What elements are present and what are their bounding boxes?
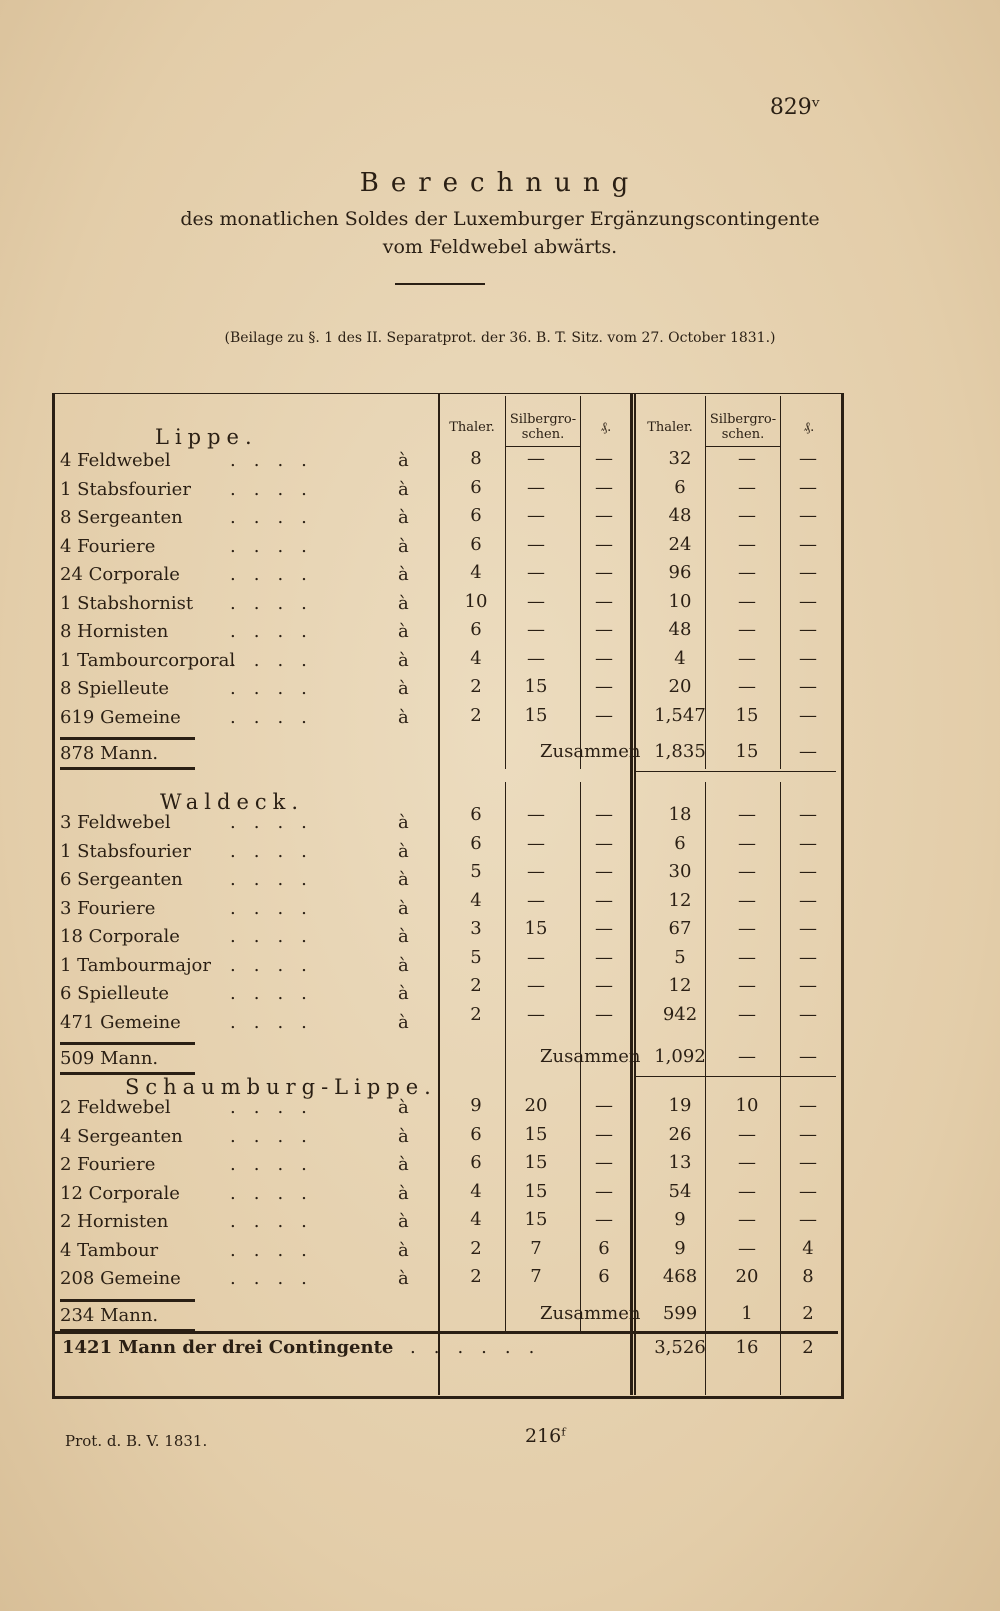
grand-total-thaler: 3,526 xyxy=(654,1337,706,1358)
section-2-divider-s xyxy=(580,1067,581,1331)
section-0-rate-thaler: 2 xyxy=(470,704,482,726)
section-0-row-a: à xyxy=(398,706,409,728)
section-1-rate-pfennig: — xyxy=(595,804,613,825)
section-1-rate-thaler: 6 xyxy=(470,804,482,825)
section-1-rate-thaler: 3 xyxy=(470,918,482,939)
section-1-sum-thaler: 12 xyxy=(668,889,692,911)
section-0-sum-groschen: — xyxy=(738,590,756,612)
section-0-rate-groschen: 15 xyxy=(524,704,548,726)
section-1-rate-pfennig: — xyxy=(595,889,613,911)
section-0-sum-groschen: — xyxy=(738,476,756,498)
section-1-row-label: 471 Gemeine xyxy=(60,1011,181,1033)
section-1-total-rule xyxy=(636,1076,836,1077)
section-1-divider-tt xyxy=(705,782,706,1074)
section-0-row-dots: .... xyxy=(230,649,325,671)
section-2-rate-pfennig: — xyxy=(595,1095,613,1116)
section-0-men-rule-top xyxy=(60,737,195,740)
section-2-rate-thaler: 2 xyxy=(470,1266,482,1287)
section-2-row-a: à xyxy=(398,1268,409,1289)
section-2-sum-pfennig: — xyxy=(799,1180,817,1202)
section-0-sum-thaler: 32 xyxy=(668,448,692,469)
section-2-row-a: à xyxy=(398,1211,409,1232)
section-0-men-rule-bottom xyxy=(60,767,195,770)
document-subtitle-line2: vom Feldwebel abwärts. xyxy=(382,236,618,258)
section-0-rate-pfennig: — xyxy=(595,476,613,498)
section-1-sum-groschen: — xyxy=(738,1003,756,1025)
header-pfennig-total: ₰. xyxy=(803,420,815,435)
section-2-sum-thaler: 9 xyxy=(674,1209,686,1230)
section-1-men-count: 509 Mann. xyxy=(60,1048,159,1069)
section-0-sum-pfennig: — xyxy=(799,505,817,526)
section-2-row-label: 208 Gemeine xyxy=(60,1268,181,1289)
section-1-rate-pfennig: — xyxy=(595,975,613,996)
section-0-total-label: Zusammen xyxy=(540,741,641,762)
section-1-sum-pfennig: — xyxy=(799,832,817,854)
section-1-sum-groschen: — xyxy=(738,832,756,854)
section-2-sum-pfennig: — xyxy=(799,1095,817,1116)
section-1-sum-pfennig: — xyxy=(799,975,817,996)
section-1-rate-groschen: — xyxy=(527,832,545,854)
section-0-sum-groschen: — xyxy=(738,647,756,669)
section-1-rate-thaler: 5 xyxy=(470,946,482,968)
header-thaler-total: Thaler. xyxy=(647,420,693,435)
source-note: (Beilage zu §. 1 des II. Separatprot. der 36. B. T. Sitz. vom 27. October 1831.) xyxy=(224,330,776,346)
section-0-divider-s xyxy=(580,417,581,769)
section-1-row-label: 18 Corporale xyxy=(60,926,180,947)
section-2-rate-groschen: 20 xyxy=(524,1095,548,1116)
section-1-men-rule-top xyxy=(60,1042,195,1045)
section-0-rate-thaler: 6 xyxy=(470,476,482,498)
section-2-row-label: 4 Tambour xyxy=(60,1239,159,1261)
section-0-row-dots: .... xyxy=(230,592,325,614)
section-0-rate-groschen: — xyxy=(527,505,545,526)
section-2-row-label: 2 Fouriere xyxy=(60,1154,156,1175)
section-0-row-label: 4 Fouriere xyxy=(60,535,156,557)
section-2-row-a: à xyxy=(398,1239,409,1261)
section-2-rate-pfennig: 6 xyxy=(598,1266,610,1287)
section-1-row-a: à xyxy=(398,954,409,976)
section-1-sum-thaler: 6 xyxy=(674,832,686,854)
section-2-sum-thaler: 13 xyxy=(668,1152,692,1173)
section-2-rate-groschen: 15 xyxy=(524,1152,548,1173)
header-thaler: Thaler. xyxy=(449,420,495,435)
section-2-sum-pfennig: — xyxy=(799,1123,817,1145)
section-0-sum-groschen: — xyxy=(738,533,756,555)
section-0-sum-pfennig: — xyxy=(799,476,817,498)
section-1-rate-pfennig: — xyxy=(595,832,613,854)
section-1-row-a: à xyxy=(398,869,409,890)
section-0-row-label: 1 Tambourcorporal xyxy=(60,649,236,671)
section-0-rate-pfennig: — xyxy=(595,505,613,526)
section-1-rate-thaler: 5 xyxy=(470,861,482,882)
section-1-sum-pfennig: — xyxy=(799,861,817,882)
section-2-total-thaler: 599 xyxy=(662,1302,698,1324)
section-0-row-dots: .... xyxy=(230,478,325,500)
section-1-row-dots: .... xyxy=(230,869,325,890)
section-0-sum-thaler: 20 xyxy=(668,676,692,697)
section-2-rate-pfennig: — xyxy=(595,1152,613,1173)
section-0-sum-thaler: 48 xyxy=(668,505,692,526)
section-1-rate-pfennig: — xyxy=(595,918,613,939)
section-1-total-thaler: 1,092 xyxy=(654,1046,706,1067)
section-2-rate-pfennig: — xyxy=(595,1209,613,1230)
section-1-row-dots: .... xyxy=(230,897,325,919)
section-1-row-label: 3 Feldwebel xyxy=(60,812,171,833)
section-1-row-a: à xyxy=(398,983,409,1004)
section-1-rate-pfennig: — xyxy=(595,861,613,882)
section-0-total-thaler: 1,835 xyxy=(654,741,706,762)
footer-signature: 216ᶠ xyxy=(525,1425,566,1447)
section-2-rate-thaler: 4 xyxy=(470,1180,482,1202)
section-0-rate-groschen: 15 xyxy=(524,676,548,697)
section-1-rate-groschen: — xyxy=(527,975,545,996)
section-2-divider-t xyxy=(505,1067,506,1331)
section-1-row-dots: .... xyxy=(230,954,325,976)
section-1-divider-t xyxy=(505,782,506,1074)
section-1-row-dots: .... xyxy=(230,983,325,1004)
section-1-sum-thaler: 30 xyxy=(668,861,692,882)
section-1-sum-thaler: 12 xyxy=(668,975,692,996)
section-2-total-groschen: 1 xyxy=(741,1302,753,1324)
section-2-rate-thaler: 6 xyxy=(470,1152,482,1173)
section-0-row-a: à xyxy=(398,564,409,585)
section-1-rate-thaler: 2 xyxy=(470,975,482,996)
section-1-row-a: à xyxy=(398,1011,409,1033)
section-0-row-a: à xyxy=(398,592,409,614)
section-2-men-count: 234 Mann. xyxy=(60,1304,159,1326)
section-0-rate-thaler: 2 xyxy=(470,676,482,697)
section-0-divider-ts xyxy=(780,417,781,769)
header-silbergroschen: Silbergro-schen. xyxy=(509,412,577,442)
document-title: Berechnung xyxy=(359,168,641,198)
section-1-total-groschen: — xyxy=(738,1046,756,1067)
section-1-sum-groschen: — xyxy=(738,889,756,911)
section-2-sum-groschen: — xyxy=(738,1237,756,1259)
section-2-sum-pfennig: — xyxy=(799,1152,817,1173)
section-2-rate-groschen: 15 xyxy=(524,1180,548,1202)
section-1-row-dots: .... xyxy=(230,840,325,862)
section-1-sum-groschen: — xyxy=(738,804,756,825)
section-0-row-label: 619 Gemeine xyxy=(60,706,181,728)
section-0-rate-pfennig: — xyxy=(595,676,613,697)
section-0-row-a: à xyxy=(398,478,409,500)
section-0-rate-pfennig: — xyxy=(595,619,613,640)
section-0-sum-pfennig: — xyxy=(799,533,817,555)
section-1-sum-pfennig: — xyxy=(799,1003,817,1025)
section-1-rate-thaler: 2 xyxy=(470,1003,482,1025)
section-2-divider-ts xyxy=(780,1067,781,1331)
section-0-row-a: à xyxy=(398,507,409,528)
section-0-sum-thaler: 6 xyxy=(674,476,686,498)
section-0-row-label: 4 Feldwebel xyxy=(60,450,171,471)
section-1-sum-thaler: 18 xyxy=(668,804,692,825)
section-1-rate-thaler: 6 xyxy=(470,832,482,854)
section-0-row-dots: .... xyxy=(230,678,325,699)
section-0-row-dots: .... xyxy=(230,450,325,471)
section-1-row-label: 1 Stabsfourier xyxy=(60,840,191,862)
section-1-sum-thaler: 67 xyxy=(668,918,692,939)
section-0-rate-pfennig: — xyxy=(595,590,613,612)
grand-total-groschen: 16 xyxy=(735,1337,759,1358)
section-0-rate-pfennig: — xyxy=(595,704,613,726)
grand-total-label: 1421 Mann der drei Contingente xyxy=(62,1337,394,1358)
section-2-sum-groschen: — xyxy=(738,1123,756,1145)
section-0-row-dots: .... xyxy=(230,621,325,642)
section-0-name: Lippe. xyxy=(155,425,258,449)
section-0-row-label: 8 Sergeanten xyxy=(60,507,183,528)
section-0-rate-thaler: 10 xyxy=(464,590,488,612)
section-0-row-label: 1 Stabsfourier xyxy=(60,478,191,500)
section-0-sum-pfennig: — xyxy=(799,676,817,697)
title-rule xyxy=(395,283,485,285)
section-0-sum-thaler: 1,547 xyxy=(654,704,706,726)
section-1-sum-groschen: — xyxy=(738,946,756,968)
section-2-sum-thaler: 54 xyxy=(668,1180,692,1202)
header-pfennig: ₰. xyxy=(600,420,612,435)
section-2-name: Schaumburg-Lippe. xyxy=(125,1075,437,1099)
section-2-row-a: à xyxy=(398,1125,409,1147)
section-2-total-pfennig: 2 xyxy=(802,1302,814,1324)
page-number: 829ᵛ xyxy=(769,95,820,120)
section-0-rate-groschen: — xyxy=(527,476,545,498)
section-2-rate-groschen: 7 xyxy=(530,1237,542,1259)
grand-total-pfennig: 2 xyxy=(802,1337,814,1358)
section-0-rate-thaler: 4 xyxy=(470,562,482,583)
section-1-rate-pfennig: — xyxy=(595,1003,613,1025)
section-1-row-dots: .... xyxy=(230,1011,325,1033)
section-1-sum-pfennig: — xyxy=(799,804,817,825)
section-2-row-dots: .... xyxy=(230,1154,325,1175)
section-1-sum-pfennig: — xyxy=(799,918,817,939)
section-2-rate-thaler: 4 xyxy=(470,1209,482,1230)
section-0-sum-pfennig: — xyxy=(799,562,817,583)
section-1-row-dots: .... xyxy=(230,812,325,833)
grand-total-dots: ...... xyxy=(410,1337,553,1358)
section-1-rate-groschen: 15 xyxy=(524,918,548,939)
section-1-row-label: 6 Sergeanten xyxy=(60,869,183,890)
section-1-rate-groschen: — xyxy=(527,804,545,825)
section-0-rate-pfennig: — xyxy=(595,533,613,555)
section-2-row-a: à xyxy=(398,1182,409,1204)
section-0-rate-thaler: 8 xyxy=(470,448,482,469)
section-1-sum-thaler: 5 xyxy=(674,946,686,968)
section-0-sum-pfennig: — xyxy=(799,704,817,726)
section-2-rate-pfennig: — xyxy=(595,1180,613,1202)
section-2-sum-groschen: 10 xyxy=(735,1095,759,1116)
section-0-rate-groschen: — xyxy=(527,448,545,469)
section-1-row-dots: .... xyxy=(230,926,325,947)
section-0-sum-groschen: — xyxy=(738,619,756,640)
section-0-sum-groschen: 15 xyxy=(735,704,759,726)
section-1-row-label: 3 Fouriere xyxy=(60,897,156,919)
section-2-row-dots: .... xyxy=(230,1125,325,1147)
section-0-row-label: 8 Spielleute xyxy=(60,678,170,699)
section-2-sum-groschen: — xyxy=(738,1152,756,1173)
section-1-sum-groschen: — xyxy=(738,975,756,996)
section-2-rate-thaler: 9 xyxy=(470,1095,482,1116)
section-2-sum-thaler: 26 xyxy=(668,1123,692,1145)
section-0-rate-thaler: 6 xyxy=(470,533,482,555)
section-0-rate-pfennig: — xyxy=(595,562,613,583)
section-2-row-dots: .... xyxy=(230,1239,325,1261)
section-2-total-label: Zusammen xyxy=(540,1302,641,1324)
section-2-rate-thaler: 6 xyxy=(470,1123,482,1145)
section-2-men-rule-top xyxy=(60,1299,195,1302)
section-0-sum-groschen: — xyxy=(738,505,756,526)
section-0-row-dots: .... xyxy=(230,535,325,557)
section-1-total-pfennig: — xyxy=(799,1046,817,1067)
section-0-row-dots: .... xyxy=(230,706,325,728)
section-1-row-label: 6 Spielleute xyxy=(60,983,170,1004)
section-0-total-groschen: 15 xyxy=(735,741,759,762)
section-0-sum-thaler: 4 xyxy=(674,647,686,669)
section-2-row-dots: .... xyxy=(230,1211,325,1232)
section-1-divider-ts xyxy=(780,782,781,1074)
section-0-total-rule xyxy=(636,771,836,772)
section-1-row-a: à xyxy=(398,840,409,862)
grand-total-rule-top xyxy=(52,1331,838,1334)
section-1-sum-pfennig: — xyxy=(799,889,817,911)
column-divider-labels xyxy=(438,393,440,1395)
section-2-divider-tt xyxy=(705,1067,706,1331)
section-2-row-dots: .... xyxy=(230,1182,325,1204)
section-0-rate-groschen: — xyxy=(527,647,545,669)
section-0-rate-thaler: 6 xyxy=(470,505,482,526)
header-silbergroschen-total: Silbergro-schen. xyxy=(709,412,777,442)
section-2-rate-groschen: 15 xyxy=(524,1209,548,1230)
section-2-sum-pfennig: 8 xyxy=(802,1266,814,1287)
header-underline-1 xyxy=(505,446,580,447)
section-1-row-a: à xyxy=(398,897,409,919)
section-0-row-a: à xyxy=(398,450,409,471)
section-1-divider-s xyxy=(580,782,581,1074)
section-0-row-a: à xyxy=(398,621,409,642)
section-2-row-a: à xyxy=(398,1154,409,1175)
section-1-rate-groschen: — xyxy=(527,889,545,911)
section-1-sum-groschen: — xyxy=(738,861,756,882)
section-2-rate-groschen: 15 xyxy=(524,1123,548,1145)
section-0-rate-groschen: — xyxy=(527,619,545,640)
grand-total-divider-2 xyxy=(780,1331,781,1395)
section-1-name: Waldeck. xyxy=(160,790,305,814)
section-2-row-label: 4 Sergeanten xyxy=(60,1125,183,1147)
section-2-row-a: à xyxy=(398,1097,409,1118)
section-1-sum-thaler: 942 xyxy=(662,1003,698,1025)
grand-total-divider-1 xyxy=(705,1331,706,1395)
section-1-rate-thaler: 4 xyxy=(470,889,482,911)
section-0-sum-groschen: — xyxy=(738,676,756,697)
section-2-sum-thaler: 9 xyxy=(674,1237,686,1259)
section-1-total-label: Zusammen xyxy=(540,1046,641,1067)
section-0-sum-thaler: 48 xyxy=(668,619,692,640)
section-1-rate-groschen: — xyxy=(527,946,545,968)
section-1-sum-pfennig: — xyxy=(799,946,817,968)
section-1-rate-groschen: — xyxy=(527,861,545,882)
section-2-sum-pfennig: — xyxy=(799,1209,817,1230)
section-2-row-dots: .... xyxy=(230,1268,325,1289)
section-0-rate-pfennig: — xyxy=(595,647,613,669)
section-0-sum-thaler: 96 xyxy=(668,562,692,583)
section-0-men-count: 878 Mann. xyxy=(60,743,159,764)
section-0-rate-groschen: — xyxy=(527,590,545,612)
section-2-row-dots: .... xyxy=(230,1097,325,1118)
section-1-row-a: à xyxy=(398,926,409,947)
section-0-sum-pfennig: — xyxy=(799,448,817,469)
section-0-row-label: 8 Hornisten xyxy=(60,621,169,642)
footer-reference: Prot. d. B. V. 1831. xyxy=(65,1432,208,1450)
section-0-row-label: 1 Stabshornist xyxy=(60,592,194,614)
section-0-divider-t xyxy=(505,417,506,769)
section-0-rate-thaler: 6 xyxy=(470,619,482,640)
section-2-sum-groschen: — xyxy=(738,1209,756,1230)
section-0-row-a: à xyxy=(398,649,409,671)
section-1-row-label: 1 Tambourmajor xyxy=(60,954,211,976)
section-2-sum-pfennig: 4 xyxy=(802,1237,814,1259)
section-0-sum-thaler: 24 xyxy=(668,533,692,555)
section-2-row-label: 12 Corporale xyxy=(60,1182,180,1204)
section-0-sum-groschen: — xyxy=(738,448,756,469)
section-0-sum-pfennig: — xyxy=(799,647,817,669)
section-2-row-label: 2 Feldwebel xyxy=(60,1097,171,1118)
section-2-rate-pfennig: 6 xyxy=(598,1237,610,1259)
section-0-row-label: 24 Corporale xyxy=(60,564,180,585)
section-2-rate-pfennig: — xyxy=(595,1123,613,1145)
section-0-sum-pfennig: — xyxy=(799,619,817,640)
section-2-rate-thaler: 2 xyxy=(470,1237,482,1259)
header-underline-2 xyxy=(705,446,780,447)
section-1-row-a: à xyxy=(398,812,409,833)
section-2-sum-thaler: 468 xyxy=(662,1266,698,1287)
section-2-sum-thaler: 19 xyxy=(668,1095,692,1116)
section-0-rate-pfennig: — xyxy=(595,448,613,469)
section-0-rate-groschen: — xyxy=(527,562,545,583)
section-1-rate-groschen: — xyxy=(527,1003,545,1025)
section-0-total-pfennig: — xyxy=(799,741,817,762)
section-2-sum-groschen: 20 xyxy=(735,1266,759,1287)
section-2-rate-groschen: 7 xyxy=(530,1266,542,1287)
section-0-rate-groschen: — xyxy=(527,533,545,555)
section-0-divider-tt xyxy=(705,417,706,769)
section-0-row-a: à xyxy=(398,535,409,557)
section-2-row-label: 2 Hornisten xyxy=(60,1211,169,1232)
section-0-row-dots: .... xyxy=(230,564,325,585)
section-2-sum-groschen: — xyxy=(738,1180,756,1202)
section-0-row-a: à xyxy=(398,678,409,699)
section-0-row-dots: .... xyxy=(230,507,325,528)
document-subtitle-line1: des monatlichen Soldes der Luxemburger Ergänzungscontingente xyxy=(180,208,820,230)
section-0-rate-thaler: 4 xyxy=(470,647,482,669)
section-0-sum-pfennig: — xyxy=(799,590,817,612)
section-1-rate-pfennig: — xyxy=(595,946,613,968)
section-0-sum-thaler: 10 xyxy=(668,590,692,612)
section-1-sum-groschen: — xyxy=(738,918,756,939)
section-0-sum-groschen: — xyxy=(738,562,756,583)
